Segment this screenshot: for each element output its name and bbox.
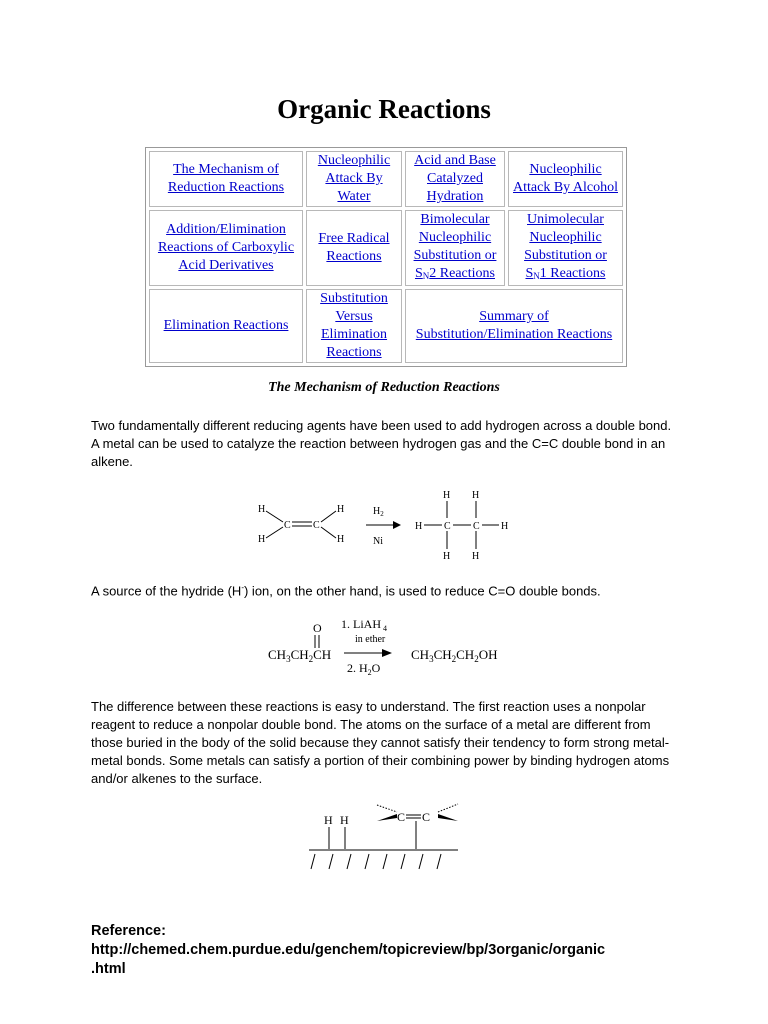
link-acid-and-base-catalyzed-hydration[interactable] <box>414 153 496 204</box>
atom-h: H <box>258 504 266 515</box>
sn-subscript: N <box>533 271 540 281</box>
sn-symbol: S <box>414 266 423 281</box>
atom-h: H <box>472 490 480 501</box>
carbonyl-reduction-figure <box>262 614 512 680</box>
nav-cell-elimination <box>149 289 303 363</box>
link-line: Substitution/Elimination Reactions <box>415 327 613 342</box>
link-line: Nucleophilic <box>529 162 602 177</box>
link-line: Nucleophilic <box>418 230 492 245</box>
ethene-hydrogenation-figure <box>245 484 525 564</box>
atom-h: H <box>324 813 333 827</box>
link-line: Reactions <box>326 249 382 264</box>
reference-url: http://chemed.chem.purdue.edu/genchem/topicreview/bp/3organic/organic <box>91 942 606 958</box>
sn-subscript: N <box>422 271 430 281</box>
link-line: Acid Derivatives <box>178 258 274 273</box>
link-line: The Mechanism of <box>173 162 279 177</box>
nav-row <box>149 210 623 286</box>
nav-cell-mechanism-reduction <box>149 151 303 207</box>
link-bimolecular-substitution[interactable] <box>414 212 497 281</box>
product-formula: $CH_3CH_2CH_2OH$ <box>411 647 498 664</box>
atom-c: C <box>444 521 451 532</box>
link-line: Hydration <box>426 189 484 204</box>
atom-h: H <box>337 534 345 545</box>
paragraph-hydride <box>91 579 681 600</box>
link-line: Elimination <box>320 327 388 342</box>
page-title: Organic Reactions <box>277 94 491 124</box>
atom-o: O <box>313 621 322 635</box>
link-free-radical-reactions[interactable] <box>318 231 389 264</box>
nav-row <box>149 151 623 207</box>
atom-c: C <box>422 810 431 824</box>
link-line: Versus <box>335 309 373 324</box>
nav-cell-sn1 <box>508 210 623 286</box>
reactant-formula: $CH_3CH_2CH$ <box>268 647 332 664</box>
link-line: Bimolecular <box>420 212 490 227</box>
atom-c: C <box>284 520 291 531</box>
nav-cell-attack-alcohol <box>508 151 623 207</box>
reagent-step2: 2. $H_2O$ <box>347 661 381 677</box>
link-line: Addition/Elimination <box>166 222 286 237</box>
nav-cell-free-radical <box>306 210 402 286</box>
atom-c: C <box>313 520 320 531</box>
link-line: Water <box>337 189 371 204</box>
nav-cell-addition-elimination <box>149 210 303 286</box>
atom-h: H <box>415 521 423 532</box>
nav-cell-acid-base-hydration <box>405 151 505 207</box>
link-nucleophilic-attack-by-water[interactable] <box>318 153 390 204</box>
link-line: Attack By Alcohol <box>513 180 618 195</box>
atom-c: C <box>473 521 480 532</box>
nav-cell-summary <box>405 289 623 363</box>
paragraph-metal-catalyst: Two fundamentally different reducing agents have been used to add hydrogen across a double bond. A metal can be used to catalyze the reaction between hydrogen gas and the C=C double bond in an alkene. <box>91 418 672 469</box>
reagent-step1-solvent: in ether <box>355 634 386 645</box>
link-line: Reduction Reactions <box>167 180 285 195</box>
sn-symbol: S <box>525 266 534 281</box>
link-line: Nucleophilic <box>317 153 391 168</box>
link-addition-elimination-reactions[interactable] <box>158 222 294 273</box>
superscript-minus: - <box>241 583 244 592</box>
atom-h: H <box>340 813 349 827</box>
reagent-step1: 1. LiAH $_4$ <box>341 617 387 633</box>
section-title: The Mechanism of Reduction Reactions <box>268 380 500 395</box>
link-summary-substitution-elimination[interactable] <box>416 309 612 342</box>
reference-label: Reference: <box>91 923 166 939</box>
link-line: Unimolecular <box>527 212 604 227</box>
link-line: Acid and Base <box>414 153 496 168</box>
link-unimolecular-substitution[interactable] <box>524 212 607 281</box>
link-line: Elimination Reactions <box>163 318 289 333</box>
link-line: Nucleophilic <box>529 230 602 245</box>
reagent-ni: Ni <box>373 536 383 547</box>
nav-cell-attack-water <box>306 151 402 207</box>
nav-row <box>149 289 623 363</box>
link-line: Substitution or <box>413 248 497 263</box>
paragraph-explanation: The difference between these reactions is easy to understand. The first reaction uses a nonpolar reagent to reduce a nonpolar double bond. The atoms on the surface of a metal are different from those buried in the body of the solid because they cannot satisfy their tendency to form strong metal-metal bonds. Some metals can satisfy a portion of their combining power by binding hydrogen atoms and/or alkenes to the surface. <box>91 699 670 786</box>
link-line: 1 Reactions <box>539 266 606 281</box>
link-line: Reactions <box>326 345 382 360</box>
link-mechanism-of-reduction-reactions[interactable] <box>168 162 284 195</box>
reagent-h2: $H_2$ <box>373 506 384 518</box>
link-elimination-reactions[interactable] <box>164 318 289 333</box>
link-line: Attack By <box>325 171 383 186</box>
metal-surface-adsorption-figure <box>305 800 465 874</box>
link-line: 2 Reactions <box>429 266 495 281</box>
atom-h: H <box>258 534 266 545</box>
text-part: ) ion, on the other hand, is used to reduce C=O double bonds. <box>243 583 601 599</box>
reference-block <box>91 922 691 979</box>
text-part: A source of the hydride (H <box>91 583 242 599</box>
link-nucleophilic-attack-by-alcohol[interactable] <box>513 162 618 195</box>
nav-cell-sn2 <box>405 210 505 286</box>
link-line: Free Radical <box>318 231 390 246</box>
link-substitution-versus-elimination[interactable] <box>320 291 388 360</box>
link-line: Catalyzed <box>427 171 483 186</box>
atom-h: H <box>443 490 451 501</box>
topic-navigation-table <box>145 147 627 367</box>
atom-h: H <box>443 551 451 562</box>
atom-c: C <box>397 810 406 824</box>
reference-url-end: .html <box>91 961 126 977</box>
link-line: Reactions of Carboxylic <box>157 240 295 255</box>
link-line: Summary of <box>479 309 549 324</box>
link-line: Substitution or <box>524 248 607 263</box>
nav-cell-substitution-vs-elimination <box>306 289 402 363</box>
atom-h: H <box>501 521 509 532</box>
atom-h: H <box>337 504 345 515</box>
link-line: Substitution <box>320 291 388 306</box>
atom-h: H <box>472 551 480 562</box>
